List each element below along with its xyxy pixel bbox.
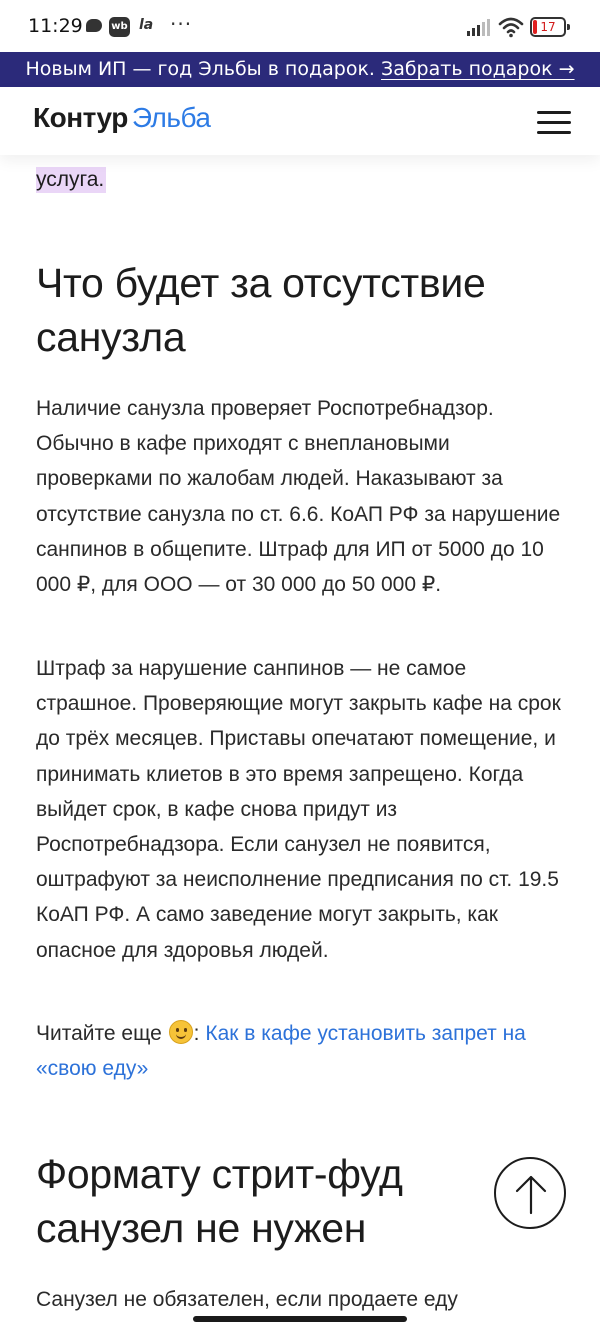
- highlighted-fragment: услуга.: [36, 168, 105, 191]
- read-more-link[interactable]: Как в кафе установить запрет на «свою еду»: [36, 1022, 526, 1081]
- hamburger-menu-icon[interactable]: [537, 111, 571, 135]
- promo-text: Новым ИП — год Эльбы в подарок.: [25, 58, 382, 80]
- read-more-colon: :: [193, 1022, 200, 1045]
- read-more: [36, 1016, 566, 1086]
- arrow-up-icon: [512, 1173, 550, 1215]
- la-notification-icon: la: [139, 17, 154, 33]
- more-notifications-icon: ···: [170, 12, 193, 36]
- wifi-icon: [498, 16, 524, 38]
- smiley-emoji-icon: [169, 1020, 193, 1044]
- paragraph-street-food: Санузел не обязателен, если продаете еду: [36, 1288, 458, 1311]
- read-more-label: Читайте еще: [36, 1022, 162, 1045]
- chat-notification-icon: [86, 19, 102, 32]
- status-bar: [0, 0, 600, 52]
- logo-elba-text: Эльба: [131, 102, 211, 133]
- scroll-to-top-button[interactable]: [494, 1157, 566, 1229]
- paragraph-inspection: Наличие санузла проверяет Роспотребнадзор. Обычно в кафе приходят с внеплановыми проверками по жалобам людей. Наказывают за отсутствие санузла по ст. 6.6. КоАП РФ за нарушение санпинов в общепите. Штраф для ИП от 5000 до 10 000 ₽, для ООО — от 30 000 до 50 000 ₽.: [36, 397, 561, 597]
- signal-icon: [466, 18, 492, 36]
- promo-gift-link[interactable]: Забрать подарок →: [381, 58, 575, 80]
- status-time: 11:29: [28, 15, 83, 37]
- home-gesture-bar[interactable]: [193, 1316, 407, 1322]
- paragraph-closure: Штраф за нарушение санпинов — не самое страшное. Проверяющие могут закрыть кафе на срок до трёх месяцев. Приставы опечатают помещение, и принимать клиетов в это время запрещено. Когда выйдет срок, в кафе снова придут из Роспотребнадзора. Если санузел не появится, оштрафуют за неисполнение предписания по ст. 19.5 КоАП РФ. А само заведение могут закрыть, как опасное для здоровья людей.: [36, 657, 561, 962]
- wildberries-notification-icon: wb: [109, 17, 130, 37]
- section-heading-street-food: Формату стрит-фуд санузел не нужен: [36, 1151, 403, 1251]
- section-heading-no-toilet: Что будет за отсутствие санузла: [36, 260, 486, 360]
- site-header: [0, 87, 600, 155]
- kontur-elba-logo[interactable]: [33, 102, 210, 134]
- logo-kontur-text: Контур: [33, 102, 128, 133]
- battery-icon: 17: [530, 17, 566, 37]
- promo-banner: [0, 52, 600, 87]
